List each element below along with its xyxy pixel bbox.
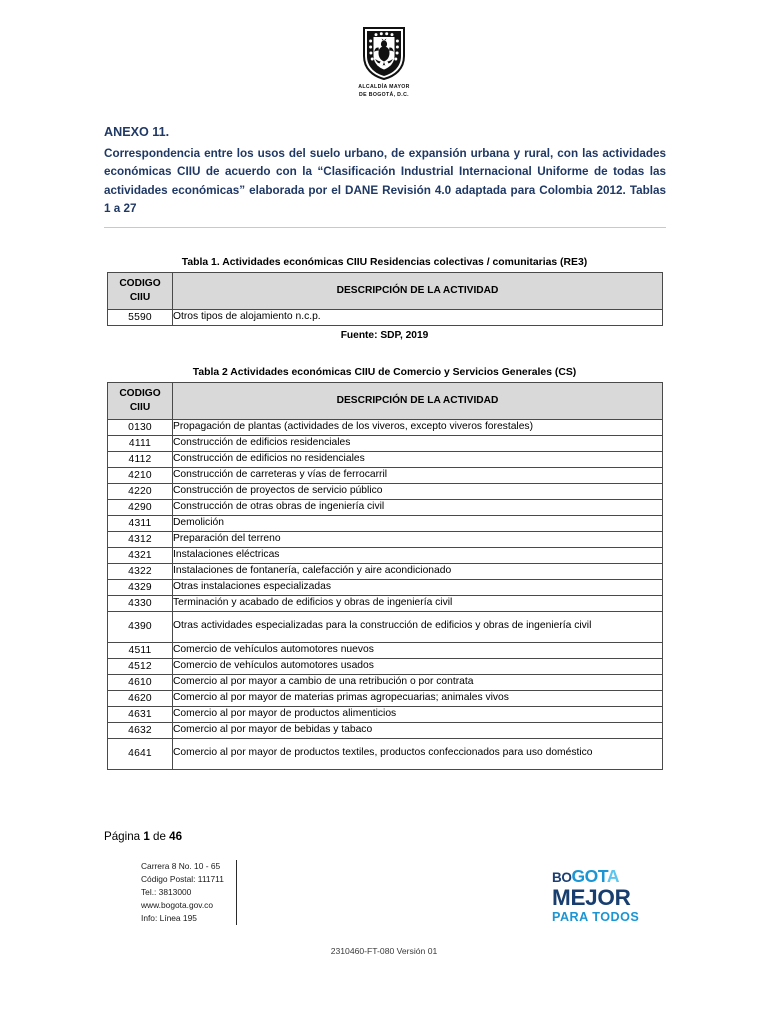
cell-description: Demolición (173, 515, 663, 531)
cell-code: 4330 (108, 595, 173, 611)
cell-description: Otras instalaciones especializadas (173, 579, 663, 595)
table-row (108, 499, 663, 515)
table1-block (107, 256, 662, 341)
cell-code: 5590 (108, 309, 173, 325)
cell-description: Construcción de otras obras de ingeniería civil (173, 499, 663, 515)
table-row (108, 579, 663, 595)
table-row (108, 547, 663, 563)
cell-code: 4311 (108, 515, 173, 531)
cell-description: Comercio al por mayor de materias primas agropecuarias; animales vivos (173, 690, 663, 706)
cell-code: 4220 (108, 483, 173, 499)
table-row (108, 467, 663, 483)
table-row (108, 611, 663, 642)
cell-description: Instalaciones eléctricas (173, 547, 663, 563)
cell-code: 4620 (108, 690, 173, 706)
document-header (0, 26, 768, 99)
table2-header-code (108, 383, 173, 420)
bogota-mejor-para-todos-logo (552, 868, 664, 924)
cell-description: Otras actividades especializadas para la construcción de edificios y obras de ingeniería civil (173, 611, 663, 642)
cell-code: 4632 (108, 722, 173, 738)
cell-description: Comercio al por mayor de productos textiles, productos confeccionados para uso doméstico (173, 738, 663, 769)
cell-code: 4290 (108, 499, 173, 515)
cell-code: 4610 (108, 674, 173, 690)
cell-description: Terminación y acabado de edificios y obras de ingeniería civil (173, 595, 663, 611)
brand-line3: PARA TODOS (552, 910, 640, 924)
page-title: ANEXO 11. (104, 125, 170, 139)
cell-description: Preparación del terreno (173, 531, 663, 547)
cell-code: 4321 (108, 547, 173, 563)
page-label: Página (104, 830, 141, 843)
table-row (108, 658, 663, 674)
cell-code: 4322 (108, 563, 173, 579)
cell-code: 4641 (108, 738, 173, 769)
table1-header-desc: DESCRIPCIÓN DE LA ACTIVIDAD (173, 273, 663, 310)
cell-description: Comercio de vehículos automotores usados (173, 658, 663, 674)
cell-description: Otros tipos de alojamiento n.c.p. (173, 309, 663, 325)
header-code-line2: CIIU (129, 401, 151, 413)
cell-description: Construcción de edificios residenciales (173, 435, 663, 451)
table-row (108, 706, 663, 722)
cell-description: Comercio de vehículos automotores nuevos (173, 642, 663, 658)
page-of: de (153, 830, 166, 843)
table2-body (108, 419, 663, 769)
document-intro (104, 124, 666, 228)
cell-code: 4631 (108, 706, 173, 722)
table1-source: Fuente: SDP, 2019 (340, 329, 429, 341)
table1-caption: Tabla 1. Actividades económicas CIIU Residencias colectivas / comunitarias (RE3) (181, 257, 588, 268)
cell-code: 4112 (108, 451, 173, 467)
page-current: 1 (143, 830, 150, 843)
page-total: 46 (169, 830, 183, 843)
cell-description: Comercio al por mayor a cambio de una retribución o por contrata (173, 674, 663, 690)
table1 (107, 272, 663, 326)
cell-code: 4312 (108, 531, 173, 547)
cell-code: 4512 (108, 658, 173, 674)
table-row (108, 563, 663, 579)
table-row (108, 595, 663, 611)
table-row (108, 690, 663, 706)
address-line: Tel.: 3813000 (141, 887, 192, 898)
cell-description: Construcción de proyectos de servicio público (173, 483, 663, 499)
table-row (108, 483, 663, 499)
table-row (108, 515, 663, 531)
address-line: Carrera 8 No. 10 - 65 (141, 861, 221, 871)
cell-description: Construcción de carreteras y vías de ferrocarril (173, 467, 663, 483)
table-row (108, 309, 663, 325)
horizontal-rule (104, 227, 666, 228)
cell-code: 0130 (108, 419, 173, 435)
cell-code: 4329 (108, 579, 173, 595)
brand-line1-part1: BO (552, 870, 572, 885)
crest-caption-line2: DE BOGOTÁ, D.C. (359, 91, 409, 98)
page-number (104, 830, 182, 843)
intro-paragraph: Correspondencia entre los usos del suelo urbano, de expansión urbana y rural, con las actividades económicas CIIU de acuerdo con la “Clasificación Industrial Internacional Uniforme de todas las actividades económicas” elaborada por el DANE Revisión 4.0 adaptada para Colombia 2012. Tablas 1 a 27 (104, 146, 666, 216)
form-code: 2310460-FT-080 Versión 01 (330, 946, 438, 956)
table1-body (108, 309, 663, 325)
cell-description: Instalaciones de fontanería, calefacción y aire acondicionado (173, 563, 663, 579)
table2-header-desc: DESCRIPCIÓN DE LA ACTIVIDAD (173, 383, 663, 420)
brand-line2: MEJOR (552, 884, 631, 910)
brand-line1 (552, 868, 664, 886)
brand-line1-part2: GOT (571, 866, 607, 886)
cell-description: Comercio al por mayor de productos alimenticios (173, 706, 663, 722)
table-row (108, 451, 663, 467)
address-line: Código Postal: 111711 (141, 874, 224, 885)
table-row (108, 531, 663, 547)
table2-block (107, 366, 662, 770)
brand-line1-part3: A (606, 866, 620, 886)
table-row (108, 674, 663, 690)
table1-header-row (108, 273, 663, 310)
table-row (108, 722, 663, 738)
cell-description: Comercio al por mayor de bebidas y tabaco (173, 722, 663, 738)
table1-header-code (108, 273, 173, 310)
crest-caption (0, 84, 768, 99)
address-line: Info: Línea 195 (141, 913, 197, 924)
table-row (108, 419, 663, 435)
cell-description: Construcción de edificios no residenciales (173, 451, 663, 467)
address-block (141, 860, 237, 925)
cell-code: 4390 (108, 611, 173, 642)
cell-code: 4511 (108, 642, 173, 658)
bogota-coat-of-arms-icon (361, 26, 407, 81)
table-row (108, 738, 663, 769)
table2-header-row (108, 383, 663, 420)
header-code-line1: CODIGO (119, 388, 161, 399)
header-code-line2: CIIU (129, 291, 151, 303)
table2 (107, 382, 663, 770)
crest-caption-line1: ALCALDÍA MAYOR (358, 84, 410, 90)
cell-code: 4210 (108, 467, 173, 483)
cell-description: Propagación de plantas (actividades de los viveros, excepto viveros forestales) (173, 419, 663, 435)
table-row (108, 435, 663, 451)
cell-code: 4111 (108, 435, 173, 451)
table-row (108, 642, 663, 658)
header-code-line1: CODIGO (119, 278, 161, 289)
address-line: www.bogota.gov.co (141, 900, 214, 911)
table2-caption: Tabla 2 Actividades económicas CIIU de Comercio y Servicios Generales (CS) (192, 367, 577, 378)
